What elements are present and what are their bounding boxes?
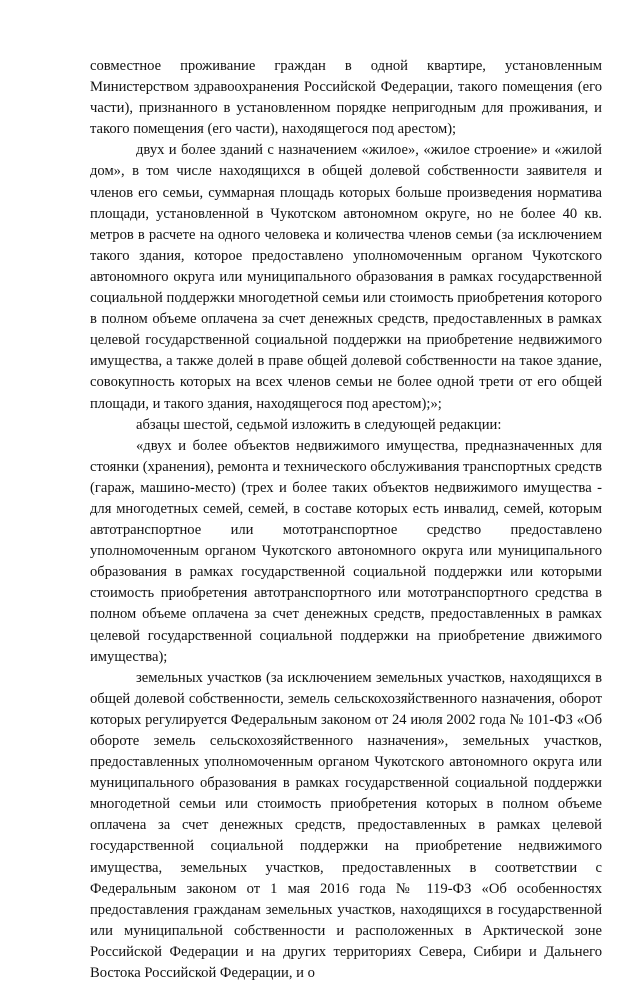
paragraph-land-plots: земельных участков (за исключением земельных участков, находящихся в общей долевой собственности, земель сельскохозяйственного назначения, оборот которых регулируется Федеральным законом от 24 июля 2002 года № 101-ФЗ «Об обороте земель сельскохозяйственного назначения», земельных участков, предоставленных уполномоченным органом Чукотского автономного округа или муниципального образования в рамках государственной социальной поддержки многодетной семьи или стоимость приобретения которых в полном объеме оплачена за счет денежных средств, предоставленных в рамках целевой государственной социальной поддержки на приобретение недвижимого имущества, земельных участков, предоставленных в соответствии с Федеральным законом от 1 мая 2016 года № 119-ФЗ «Об особенностях предоставления гражданам земельных участков, находящихся в государственной или муниципальной собственности и расположенных в Арктической зоне Российской Федерации и на других территориях Севера, Сибири и Дальнего Востока Российской Федерации, и о: [90, 669, 602, 982]
paragraph-garages: «двух и более объектов недвижимого имущества, предназначенных для стоянки (хранения), ремонта и технического обслуживания транспортных средств (гараж, машино-место) (трех и более таких объектов недвижимого имущества - для многодетных семей, семей, в составе которых есть инвалид, семей, которым автотранспортное или мототранспортное средство предоставлено уполномоченным органом Чукотского автономного округа или муниципального образования в рамках государственной социальной поддержки или которыми стоимость приобретения автотранспортного или мототранспортного средства в полном объеме оплачена за счет денежных средств, предоставленных в рамках целевой государственной социальной поддержки на приобретение движимого имущества);: [90, 437, 602, 665]
paragraph-amendment-instruction: абзацы шестой, седьмой изложить в следующей редакции:: [136, 416, 502, 433]
paragraph-1-continuation: совместное проживание граждан в одной квартире, установленным Министерством здравоохранения Российской Федерации, такого помещения (его части), признанного в установленном порядке непригодным для проживания, и такого помещения (его части), находящегося под арестом);: [90, 58, 602, 138]
document-body: [90, 56, 602, 984]
paragraph-two-buildings: двух и более зданий с назначением «жилое», «жилое строение» и «жилой дом», в том числе находящихся в общей долевой собственности заявителя и членов его семьи, суммарная площадь которых больше произведения норматива площади, установленной в Чукотском автономном округе, но не более 40 кв. метров в расчете на одного человека и количества членов семьи (за исключением такого здания, которое предоставлено уполномоченным органом Чукотского автономного округа или муниципального образования в рамках государственной социальной поддержки многодетной семьи или стоимость приобретения которого в полном объеме оплачена за счет денежных средств, предоставленных в рамках целевой государственной социальной поддержки на приобретение недвижимого имущества, а также долей в праве общей долевой собственности на такое здание, совокупность которых на всех членов семьи не более одной трети от его общей площади, и такого здания, находящегося под арестом);»;: [90, 142, 602, 412]
